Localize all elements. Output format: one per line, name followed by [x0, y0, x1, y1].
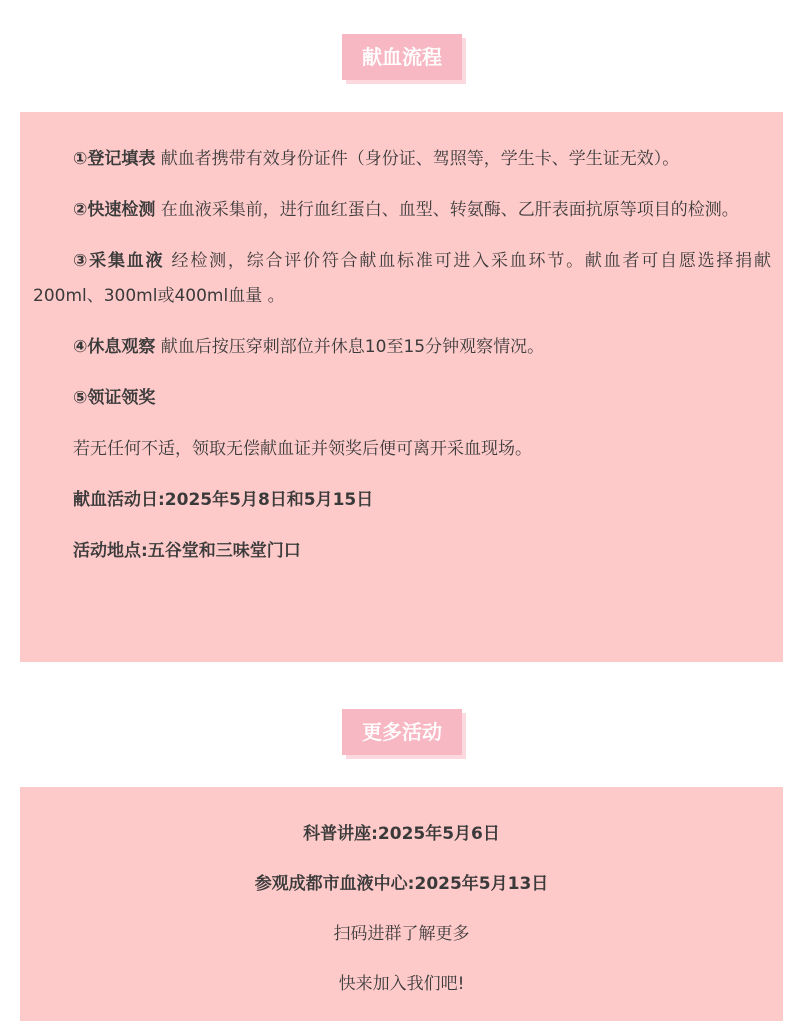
- scan-qr-line: 扫码进群了解更多: [333, 924, 470, 944]
- step-rest: [33, 330, 771, 365]
- step-collect-blood: [33, 244, 771, 314]
- step-register-text: 献血者携带有效身份证件（身份证、驾照等，学生卡、学生证无效）。: [155, 149, 680, 169]
- step-collect-blood-label: ③采集血液: [73, 251, 165, 271]
- step-certificate: [33, 381, 771, 416]
- activity-location: 活动地点:五谷堂和三味堂门口: [73, 541, 301, 561]
- section-title-wrap-more: [0, 709, 804, 755]
- step-quick-test-label: ②快速检测: [73, 200, 156, 220]
- step-collect-blood-text: 经检测，综合评价符合献血标准可进入采血环节。献血者可自愿选择捐献200ml、300ml或400ml血量 。: [33, 251, 771, 306]
- lecture-line: 科普讲座:2025年5月6日: [303, 824, 500, 844]
- activity-day: 献血活动日:2025年5月8日和5月15日: [73, 490, 374, 510]
- step-rest-label: ④休息观察: [73, 337, 156, 357]
- donation-process-panel: [20, 112, 783, 662]
- step-quick-test: [33, 193, 771, 228]
- section-title-more-activities: 更多活动: [342, 709, 462, 755]
- more-activities-panel: [20, 787, 783, 1021]
- step-certificate-label: ⑤领证领奖: [73, 388, 156, 408]
- step-rest-text: 献血后按压穿刺部位并休息10至15分钟观察情况。: [155, 337, 545, 357]
- step-quick-test-text: 在血液采集前，进行血红蛋白、血型、转氨酶、乙肝表面抗原等项目的检测。: [155, 200, 739, 220]
- section-title-donation-process: 献血流程: [342, 34, 462, 80]
- visit-line: 参观成都市血液中心:2025年5月13日: [254, 874, 549, 894]
- section-title-wrap-process: [0, 34, 804, 80]
- join-us-line: 快来加入我们吧!: [338, 974, 465, 994]
- step-register-label: ①登记填表: [73, 149, 156, 169]
- certificate-note: 若无任何不适，领取无偿献血证并领奖后便可离开采血现场。: [73, 439, 532, 459]
- step-register: [33, 142, 771, 177]
